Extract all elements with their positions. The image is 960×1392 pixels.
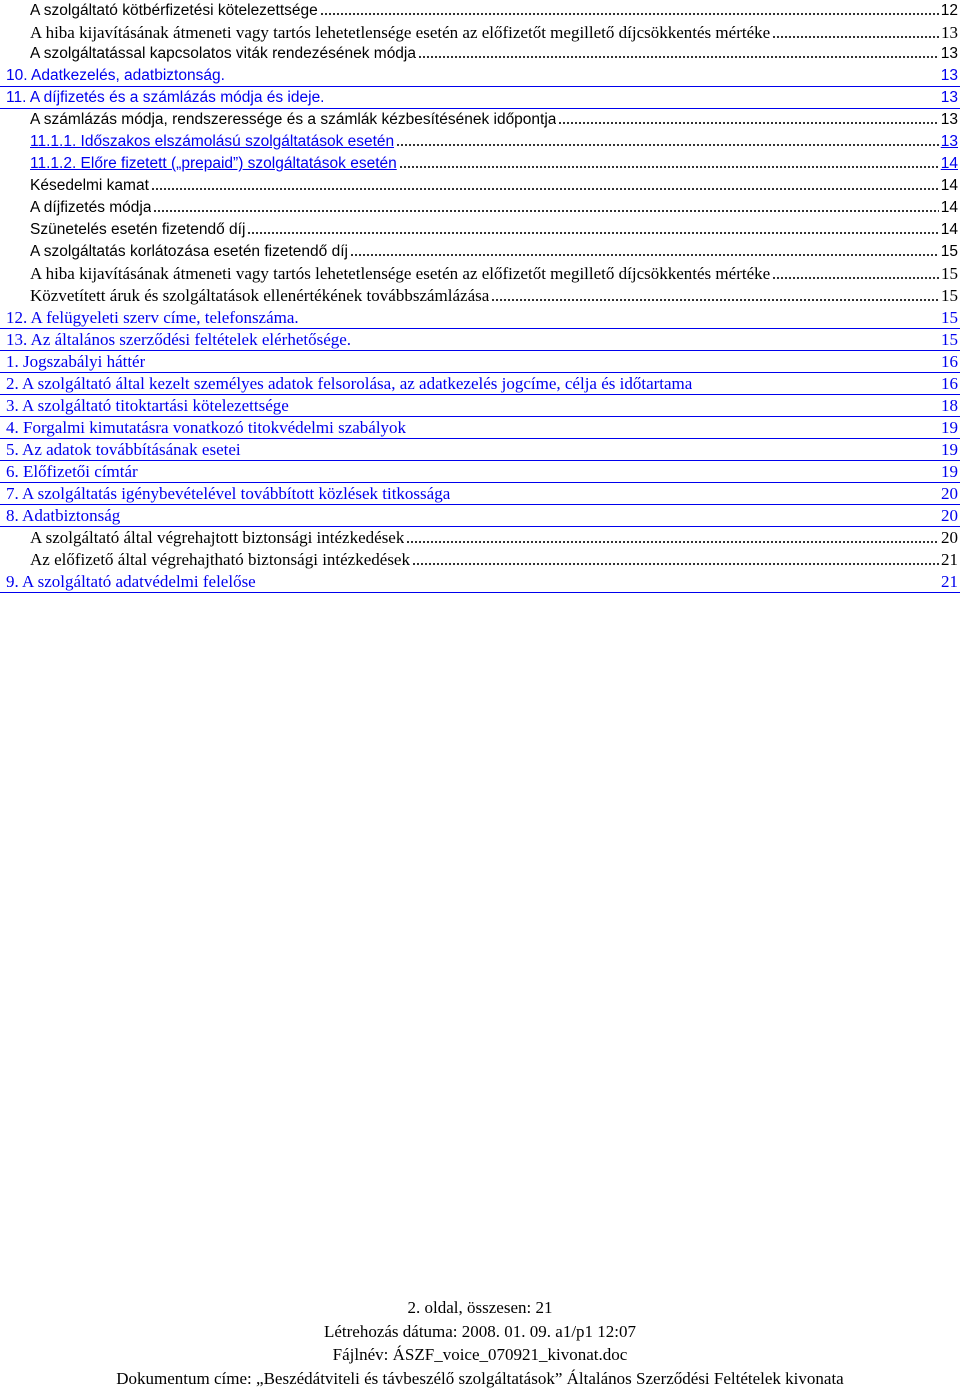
toc-page-number: 15: [941, 330, 958, 349]
toc-leader: [353, 331, 939, 345]
footer-filename: Fájlnév: ÁSZF_voice_070921_kivonat.doc: [332, 1345, 628, 1364]
toc-leader: [243, 441, 939, 455]
toc-leader: [396, 132, 939, 146]
toc-leader: [418, 44, 939, 58]
toc-entry-title: 13. Az általános szerződési feltételek elérhetősége.: [6, 330, 352, 349]
footer-created-date: Létrehozás dátuma: 2008. 01. 09. a1/p1 12:07: [323, 1321, 637, 1341]
toc-page-number: 18: [941, 396, 958, 415]
toc-entry-title: 11.1.2. Előre fizetett („prepaid”) szolgáltatások esetén: [30, 155, 397, 172]
toc-entry[interactable]: [0, 307, 960, 329]
toc-leader: [772, 24, 939, 38]
toc-leader: [399, 154, 939, 168]
toc-entry[interactable]: [0, 505, 960, 527]
toc-leader: [408, 419, 939, 433]
toc-leader: [694, 375, 939, 389]
toc-leader: [153, 198, 938, 212]
toc-leader: [147, 353, 939, 367]
toc-entry: [0, 175, 960, 197]
toc-page-number: 13: [940, 89, 958, 106]
toc-page-number: 13: [940, 45, 958, 62]
toc-leader: [258, 573, 939, 587]
toc-entry: [0, 197, 960, 219]
toc-leader: [772, 265, 939, 279]
toc-entry-title: A szolgáltató kötbérfizetési kötelezettsége: [30, 2, 318, 19]
toc-leader: [291, 397, 939, 411]
toc-page-number: 19: [941, 418, 958, 437]
toc-entry-title: A számlázás módja, rendszeressége és a számlák kézbesítésének időpontja: [30, 111, 557, 128]
toc-entry[interactable]: [0, 153, 960, 175]
toc-leader: [452, 485, 939, 499]
toc-entry-title: 1. Jogszabályi háttér: [6, 352, 146, 371]
toc-page-number: 14: [940, 221, 958, 238]
toc-leader: [151, 176, 939, 190]
toc-entry[interactable]: [0, 395, 960, 417]
toc-leader: [247, 220, 938, 234]
toc-entry[interactable]: [0, 483, 960, 505]
toc-entry[interactable]: [0, 461, 960, 483]
toc-page-number: 21: [941, 572, 958, 591]
toc-page-number: 14: [940, 199, 958, 216]
toc-entry[interactable]: [0, 373, 960, 395]
toc-page-number: 21: [941, 550, 958, 569]
toc-entry-title: 6. Előfizetői címtár: [6, 462, 138, 481]
toc-entry[interactable]: [0, 417, 960, 439]
toc-page-number: 20: [941, 506, 958, 525]
toc-leader: [406, 529, 939, 543]
toc-page-number: 20: [941, 484, 958, 503]
toc-page-number: 12: [940, 2, 958, 19]
toc-page-number: 13: [940, 67, 958, 84]
toc-entry-title: A szolgáltatás korlátozása esetén fizetendő díj: [30, 243, 348, 260]
toc-entry: [0, 22, 960, 44]
toc-leader: [140, 463, 939, 477]
toc-page-number: 19: [941, 440, 958, 459]
toc-entry-title: 2. A szolgáltató által kezelt személyes adatok felsorolása, az adatkezelés jogcíme, célja és időtartama: [6, 374, 693, 393]
toc-entry-title: Késedelmi kamat: [30, 177, 149, 194]
footer-page-info: 2. oldal, összesen: 21: [407, 1298, 553, 1317]
toc-entry: [0, 285, 960, 307]
toc-entry-title: 12. A felügyeleti szerv címe, telefonszáma.: [6, 308, 299, 327]
toc-leader: [412, 551, 939, 565]
toc-page-number: 13: [940, 133, 958, 150]
toc-entry[interactable]: [0, 571, 960, 593]
toc-entry-title: 8. Adatbiztonság: [6, 506, 121, 525]
toc-page-number: 15: [941, 264, 958, 283]
toc-entry[interactable]: [0, 87, 960, 109]
toc-entry-title: A hiba kijavításának átmeneti vagy tartós lehetetlensége esetén az előfizetőt megillető díjcsökkentés mértéke: [30, 23, 771, 42]
toc-page-number: 15: [941, 286, 958, 305]
toc-page-number: 20: [941, 528, 958, 547]
toc-entry-title: A díjfizetés módja: [30, 199, 152, 216]
toc-entry-title: A szolgáltatással kapcsolatos viták rendezésének módja: [30, 45, 416, 62]
toc-leader: [301, 309, 939, 323]
toc-entry-title: 11.1.1. Időszakos elszámolású szolgáltatások esetén: [30, 133, 395, 150]
toc-entry-title: A szolgáltató által végrehajtott biztonsági intézkedések: [30, 528, 405, 547]
toc-entry-title: A hiba kijavításának átmeneti vagy tartós lehetetlensége esetén az előfizetőt megillető díjcsökkentés mértéke: [30, 264, 771, 283]
toc-leader: [227, 66, 939, 80]
toc-entry: [0, 263, 960, 285]
toc-leader: [122, 507, 939, 521]
toc-entry: [0, 219, 960, 241]
toc-entry: [0, 527, 960, 549]
toc-entry[interactable]: [0, 351, 960, 373]
toc-leader: [327, 88, 939, 102]
toc-entry: [0, 109, 960, 131]
toc-entry-title: 10. Adatkezelés, adatbiztonság.: [6, 67, 225, 84]
toc-entry-title: 3. A szolgáltató titoktartási kötelezettsége: [6, 396, 289, 415]
toc-page-number: 15: [940, 243, 958, 260]
page-footer: [0, 1296, 960, 1390]
toc-entry: [0, 549, 960, 571]
footer-document-title: Dokumentum címe: „Beszédátviteli és távbeszélő szolgáltatások” Általános Szerződési Feltételek kivonata: [116, 1368, 844, 1388]
toc-page-number: 13: [941, 23, 958, 42]
toc-entry-title: 4. Forgalmi kimutatásra vonatkozó titokvédelmi szabályok: [6, 418, 407, 437]
toc-page-number: 15: [941, 308, 958, 327]
toc-entry-title: 5. Az adatok továbbításának esetei: [6, 440, 241, 459]
toc-leader: [558, 110, 938, 124]
toc-leader: [350, 242, 939, 256]
toc-page-number: 14: [940, 177, 958, 194]
toc-entry[interactable]: [0, 131, 960, 153]
toc-entry[interactable]: [0, 65, 960, 87]
toc-entry-title: Szünetelés esetén fizetendő díj: [30, 221, 246, 238]
toc-leader: [320, 1, 939, 15]
toc-page-number: 14: [940, 155, 958, 172]
toc-page-number: 16: [941, 374, 958, 393]
toc-page-number: 19: [941, 462, 958, 481]
toc-page-number: 16: [941, 352, 958, 371]
toc-entry[interactable]: [0, 439, 960, 461]
toc-entry[interactable]: [0, 329, 960, 351]
toc-entry-title: Az előfizető által végrehajtható biztonsági intézkedések: [30, 550, 410, 569]
toc-entry: [0, 0, 960, 22]
toc-entry: [0, 241, 960, 263]
toc-page-number: 13: [940, 111, 958, 128]
toc-leader: [491, 287, 939, 301]
toc-entry-title: Közvetített áruk és szolgáltatások ellenértékének továbbszámlázása: [30, 286, 490, 305]
toc-entry-title: 7. A szolgáltatás igénybevételével továbbított közlések titkossága: [6, 484, 451, 503]
toc-entry-title: 11. A díjfizetés és a számlázás módja és ideje.: [6, 89, 325, 106]
toc-entry: [0, 43, 960, 65]
toc-entry-title: 9. A szolgáltató adatvédelmi felelőse: [6, 572, 256, 591]
